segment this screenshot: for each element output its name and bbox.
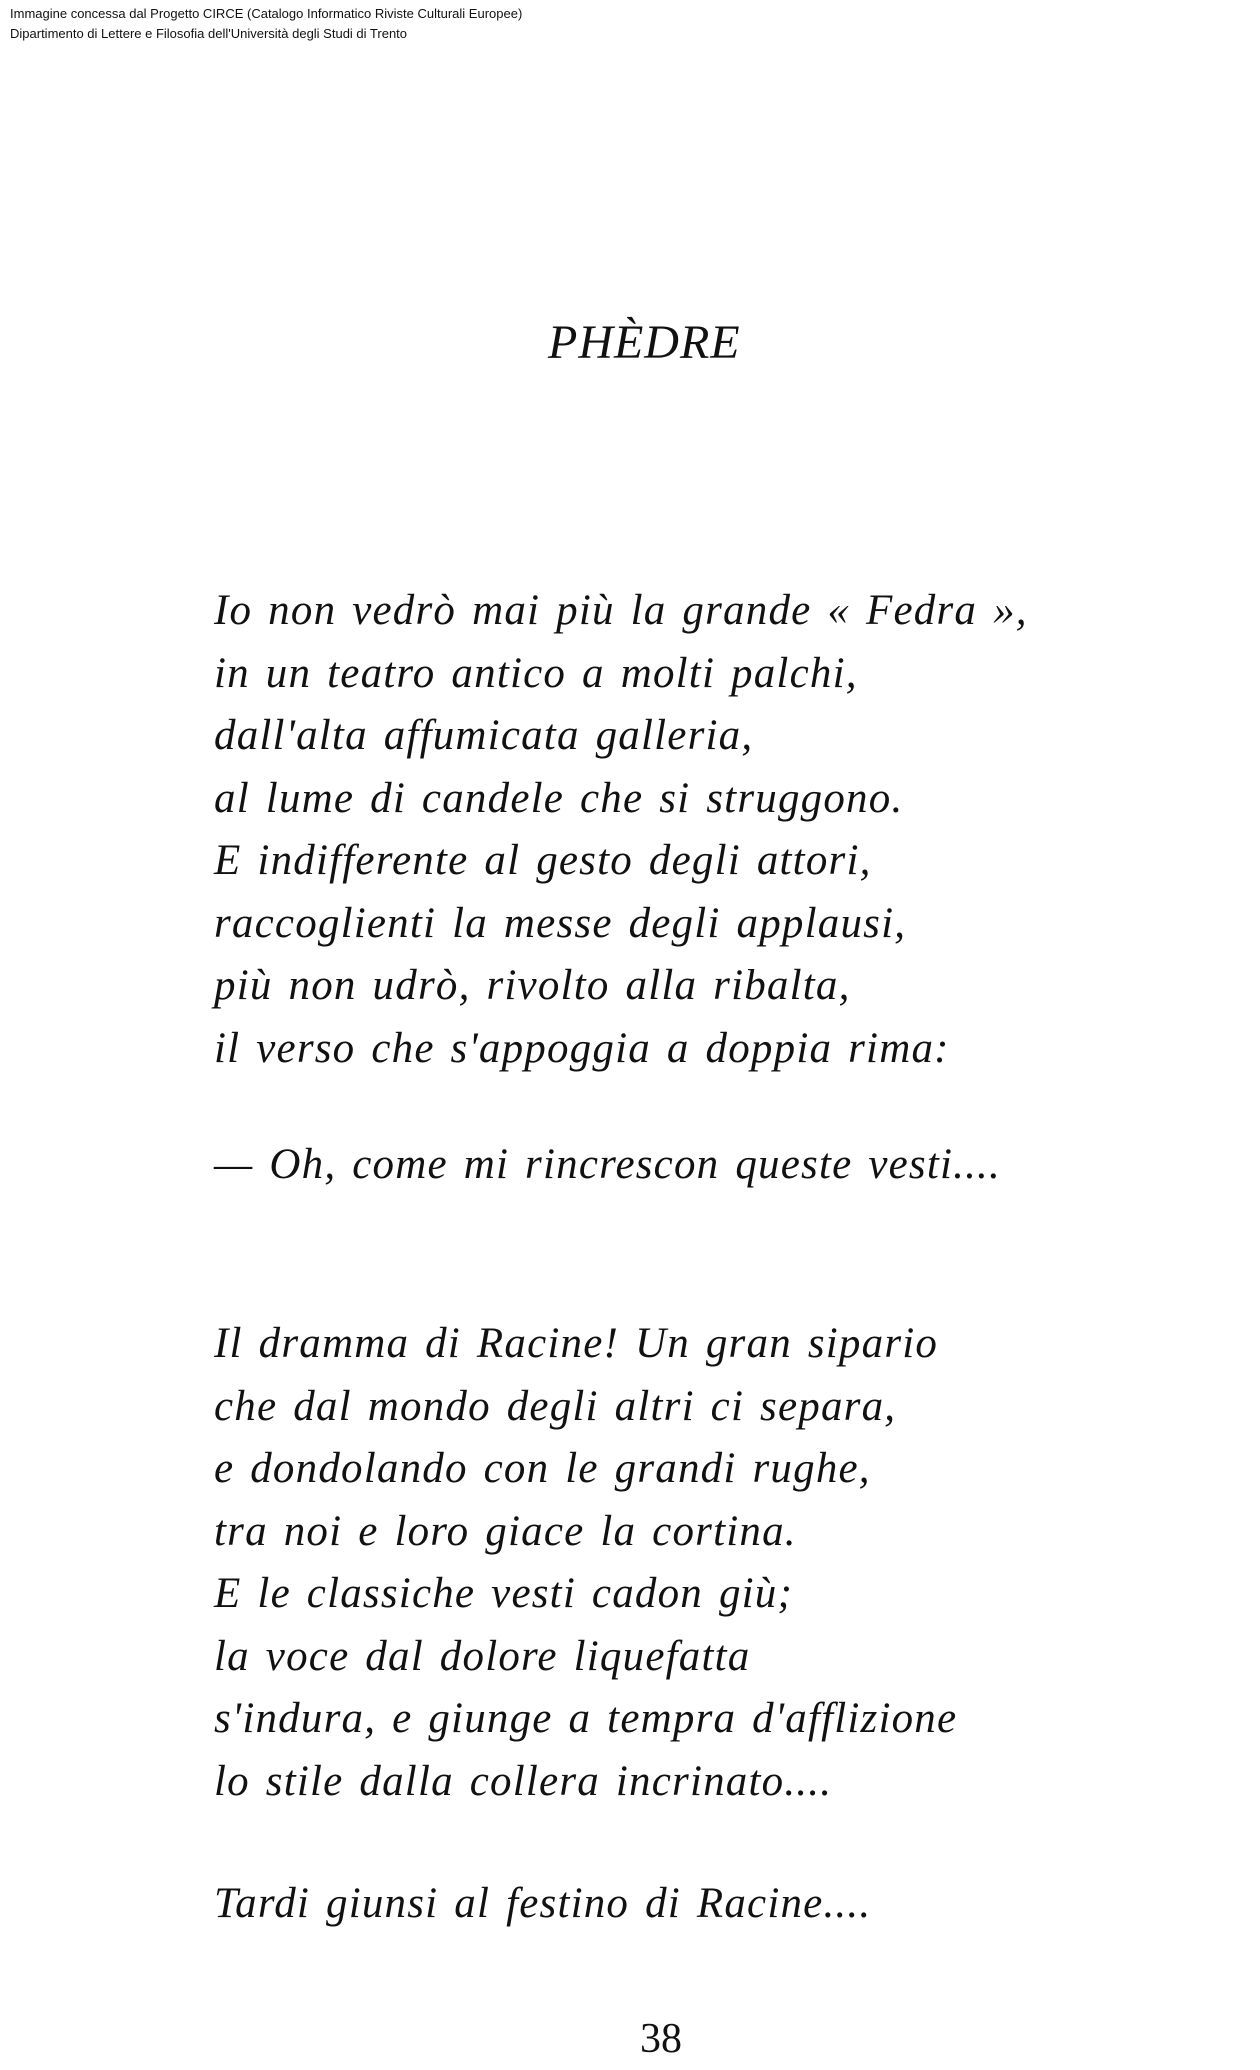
verse-line: in un teatro antico a molti palchi,: [214, 649, 858, 697]
verse-line: e dondolando con le grandi rughe,: [214, 1445, 871, 1492]
verse-line: s'indura, e giunge a tempra d'afflizione: [214, 1695, 958, 1742]
stanza-2: [214, 1134, 1001, 1197]
verse-line: Io non vedrò mai più la grande « Fedra »,: [214, 587, 1028, 634]
stanza-4: [214, 1873, 871, 1936]
credit-line-1: Immagine concessa dal Progetto CIRCE (Catalogo Informatico Riviste Culturali Europee): [10, 6, 523, 21]
verse-line: E le classiche vesti cadon giù;: [214, 1570, 794, 1617]
verse-line: il verso che s'appoggia a doppia rima:: [214, 1024, 950, 1072]
verse-line: tra noi e loro giace la cortina.: [214, 1507, 797, 1555]
stanza-3: [214, 1313, 957, 1813]
page-number: 38: [640, 2016, 682, 2062]
verse-line: Tardi giunsi al festino di Racine....: [214, 1880, 872, 1927]
credit-line-2: Dipartimento di Lettere e Filosofia dell'Università degli Studi di Trento: [10, 26, 408, 41]
verse-line: al lume di candele che si struggono.: [214, 774, 904, 822]
verse-line: più non udrò, rivolto alla ribalta,: [214, 962, 851, 1009]
poem-title: PHÈDRE: [548, 316, 741, 369]
verse-line: — Oh, come mi rincrescon queste vesti....: [214, 1141, 1001, 1188]
verse-line: dall'alta affumicata galleria,: [214, 712, 754, 759]
verse-line: Il dramma di Racine! Un gran sipario: [214, 1320, 939, 1367]
verse-line: E indifferente al gesto degli attori,: [214, 837, 872, 884]
verse-line: raccoglienti la messe degli applausi,: [214, 899, 907, 947]
verse-line: la voce dal dolore liquefatta: [214, 1632, 751, 1680]
verse-line: lo stile dalla collera incrinato....: [214, 1757, 833, 1805]
verse-line: che dal mondo degli altri ci separa,: [214, 1382, 897, 1430]
stanza-1: [214, 580, 1028, 1080]
